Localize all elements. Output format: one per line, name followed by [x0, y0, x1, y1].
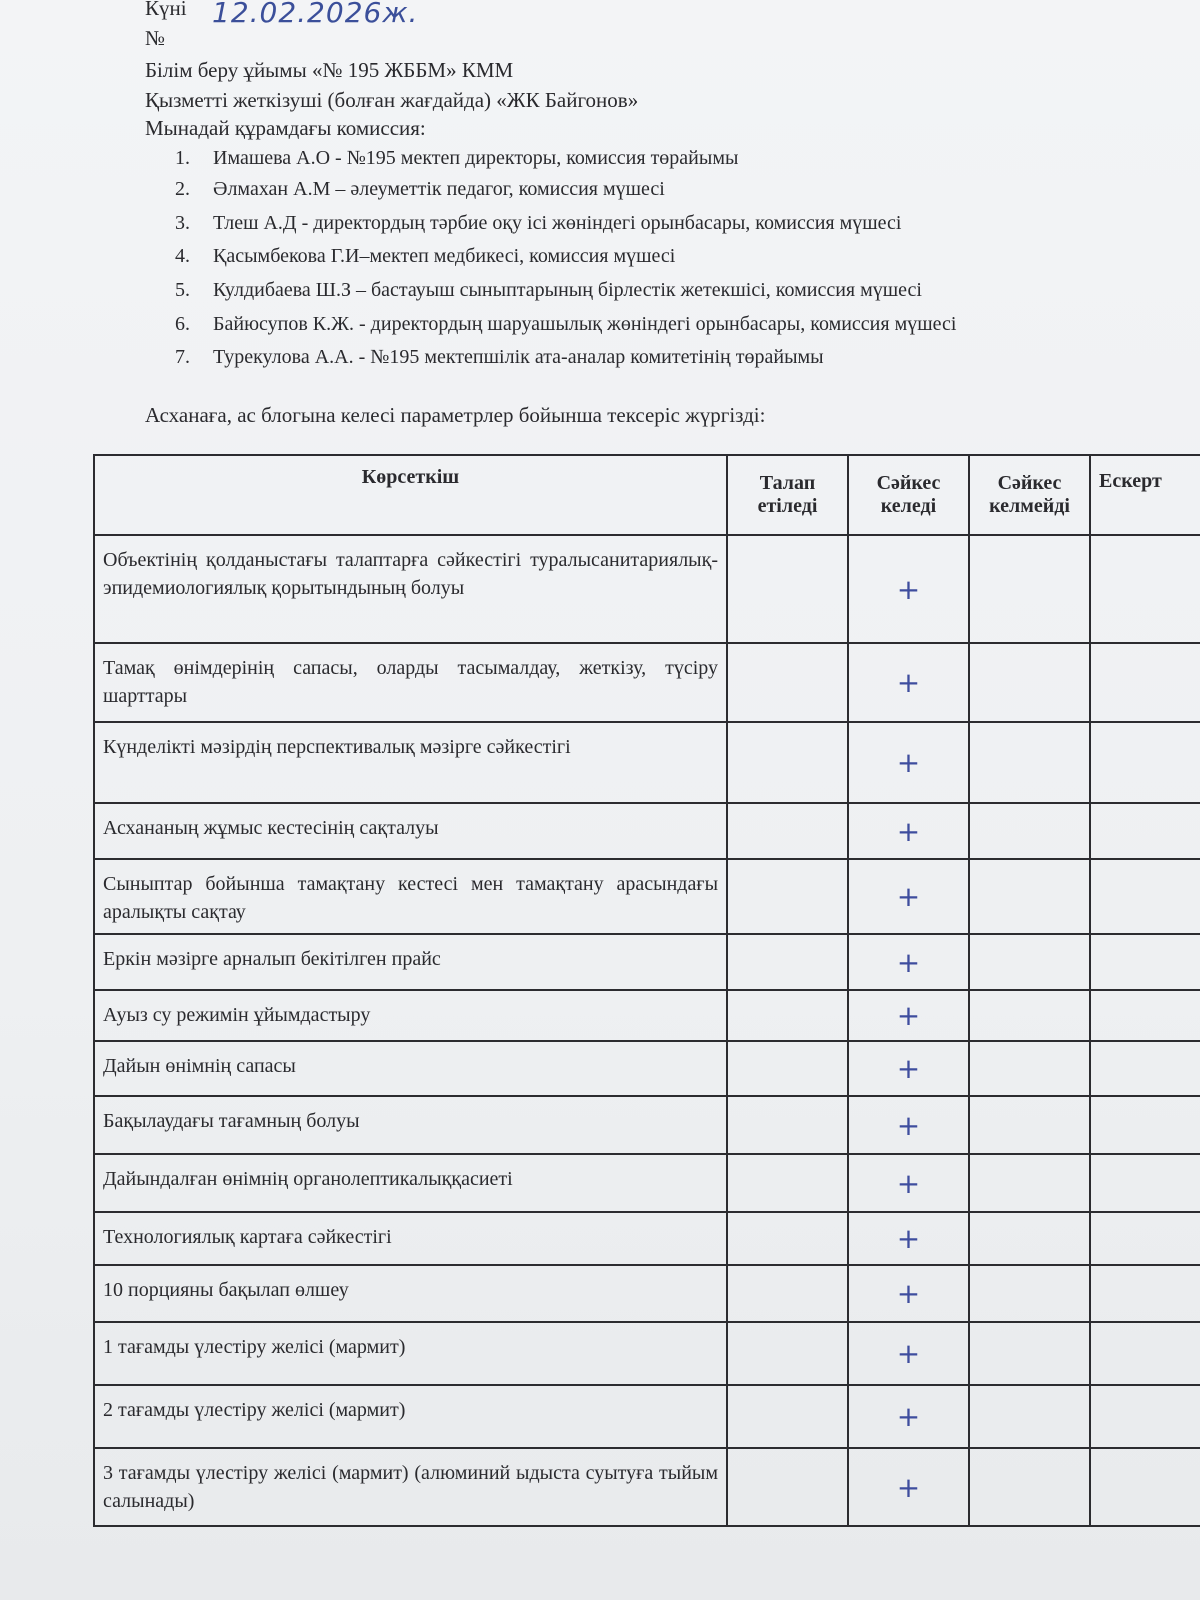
table-row	[94, 803, 1200, 859]
indicator-cell: Асхананың жұмыс кестесінің сақталуы	[94, 803, 727, 859]
note-cell	[1090, 722, 1200, 803]
required-cell	[727, 803, 848, 859]
note-cell	[1090, 1265, 1200, 1322]
organization-line: Білім беру ұйымы «№ 195 ЖББМ» КММ	[145, 58, 514, 82]
compliant-mark: +	[848, 1212, 969, 1265]
table-row	[94, 535, 1200, 643]
header-required: Талап етіледі	[727, 455, 848, 535]
commission-member: 2. Әлмахан А.М – әлеуметтік педагог, комиссия мүшесі	[175, 178, 665, 200]
table-row	[94, 722, 1200, 803]
required-cell	[727, 722, 848, 803]
indicator-cell: Дайындалған өнімнің органолептикалыққасиеті	[94, 1154, 727, 1212]
note-cell	[1090, 535, 1200, 643]
compliant-mark: +	[848, 1385, 969, 1448]
compliant-mark: +	[848, 643, 969, 722]
table-row	[94, 859, 1200, 934]
compliant-mark: +	[848, 1096, 969, 1154]
noncompliant-cell	[969, 990, 1090, 1041]
noncompliant-cell	[969, 1096, 1090, 1154]
required-cell	[727, 990, 848, 1041]
noncompliant-cell	[969, 643, 1090, 722]
noncompliant-cell	[969, 535, 1090, 643]
noncompliant-cell	[969, 1154, 1090, 1212]
required-cell	[727, 934, 848, 990]
compliant-mark: +	[848, 722, 969, 803]
table-row	[94, 1448, 1200, 1526]
required-cell	[727, 1385, 848, 1448]
table-header-row	[94, 455, 1200, 535]
indicator-cell: Дайын өнімнің сапасы	[94, 1041, 727, 1096]
note-cell	[1090, 1322, 1200, 1385]
header-compliant: Сәйкес келеді	[848, 455, 969, 535]
noncompliant-cell	[969, 722, 1090, 803]
compliant-mark: +	[848, 859, 969, 934]
commission-intro: Мынадай құрамдағы комиссия:	[145, 116, 426, 140]
indicator-cell: Тамақ өнімдерінің сапасы, оларды тасымалдау, жеткізу, түсіру шарттары	[94, 643, 727, 722]
noncompliant-cell	[969, 1265, 1090, 1322]
table-row	[94, 1096, 1200, 1154]
required-cell	[727, 1096, 848, 1154]
indicator-cell: Технологиялық картаға сәйкестігі	[94, 1212, 727, 1265]
compliant-mark: +	[848, 1322, 969, 1385]
indicator-cell: 1 тағамды үлестіру желісі (мармит)	[94, 1322, 727, 1385]
indicator-cell: Ауыз су режимін ұйымдастыру	[94, 990, 727, 1041]
note-cell	[1090, 1096, 1200, 1154]
inspection-intro: Асханаға, ас блогына келесі параметрлер бойынша тексеріс жүргізді:	[145, 403, 766, 427]
table-row	[94, 1154, 1200, 1212]
note-cell	[1090, 643, 1200, 722]
number-label: №	[145, 26, 166, 50]
required-cell	[727, 1154, 848, 1212]
header-noncompliant: Сәйкес келмейді	[969, 455, 1090, 535]
noncompliant-cell	[969, 803, 1090, 859]
indicator-cell: Бақылаудағы тағамның болуы	[94, 1096, 727, 1154]
note-cell	[1090, 1212, 1200, 1265]
note-cell	[1090, 990, 1200, 1041]
compliant-mark: +	[848, 1448, 969, 1526]
table-row	[94, 1322, 1200, 1385]
required-cell	[727, 643, 848, 722]
required-cell	[727, 1322, 848, 1385]
table-row	[94, 1041, 1200, 1096]
compliant-mark: +	[848, 1041, 969, 1096]
noncompliant-cell	[969, 934, 1090, 990]
note-cell	[1090, 934, 1200, 990]
commission-member: 3. Тлеш А.Д - директордың тәрбие оқу ісі жөніндегі орынбасары, комиссия мүшесі	[175, 212, 902, 234]
noncompliant-cell	[969, 1448, 1090, 1526]
note-cell	[1090, 859, 1200, 934]
indicator-cell: 2 тағамды үлестіру желісі (мармит)	[94, 1385, 727, 1448]
handwritten-date: 12.02.2026ж.	[212, 0, 419, 29]
table-row	[94, 1212, 1200, 1265]
commission-member: 6. Байюсупов К.Ж. - директордың шаруашылық жөніндегі орынбасары, комиссия мүшесі	[175, 313, 957, 335]
note-cell	[1090, 1385, 1200, 1448]
indicator-cell: 10 порцияны бақылап өлшеу	[94, 1265, 727, 1322]
header-indicator: Көрсеткіш	[94, 455, 727, 535]
indicator-cell: Еркін мәзірге арналып бекітілген прайс	[94, 934, 727, 990]
commission-member: 5. Кулдибаева Ш.З – бастауыш сыныптарының бірлестік жетекшісі, комиссия мүшесі	[175, 279, 922, 301]
header-note: Ескерт	[1090, 455, 1200, 535]
table-row	[94, 643, 1200, 722]
note-cell	[1090, 1041, 1200, 1096]
noncompliant-cell	[969, 1212, 1090, 1265]
required-cell	[727, 1265, 848, 1322]
compliant-mark: +	[848, 803, 969, 859]
compliant-mark: +	[848, 1154, 969, 1212]
required-cell	[727, 859, 848, 934]
noncompliant-cell	[969, 1322, 1090, 1385]
compliant-mark: +	[848, 934, 969, 990]
note-cell	[1090, 803, 1200, 859]
noncompliant-cell	[969, 859, 1090, 934]
compliant-mark: +	[848, 990, 969, 1041]
required-cell	[727, 535, 848, 643]
indicator-cell: Сыныптар бойынша тамақтану кестесі мен тамақтану арасындағы аралықты сақтау	[94, 859, 727, 934]
required-cell	[727, 1041, 848, 1096]
table-row	[94, 1385, 1200, 1448]
commission-member: 7. Турекулова А.А. - №195 мектепшілік ата-аналар комитетінің төрайымы	[175, 346, 824, 368]
indicator-cell: 3 тағамды үлестіру желісі (мармит) (алюминий ыдыста суытуға тыйым салынады)	[94, 1448, 727, 1526]
commission-member: 1. Имашева А.О - №195 мектеп директоры, комиссия төрайымы	[175, 147, 739, 169]
table-row	[94, 1265, 1200, 1322]
inspection-table	[93, 454, 1200, 1527]
compliant-mark: +	[848, 1265, 969, 1322]
table-row	[94, 934, 1200, 990]
commission-member: 4. Қасымбекова Г.И–мектеп медбикесі, комиссия мүшесі	[175, 245, 676, 267]
supplier-line: Қызметті жеткізуші (болған жағдайда) «ЖК Байгонов»	[145, 88, 639, 112]
noncompliant-cell	[969, 1041, 1090, 1096]
indicator-cell: Күнделікті мәзірдің перспективалық мәзірге сәйкестігі	[94, 722, 727, 803]
noncompliant-cell	[969, 1385, 1090, 1448]
compliant-mark: +	[848, 535, 969, 643]
note-cell	[1090, 1154, 1200, 1212]
indicator-cell: Объектінің қолданыстағы талаптарға сәйкестігі туралысанитариялық-эпидемиологиялық қорытындының болуы	[94, 535, 727, 643]
table-row	[94, 990, 1200, 1041]
required-cell	[727, 1212, 848, 1265]
required-cell	[727, 1448, 848, 1526]
note-cell	[1090, 1448, 1200, 1526]
date-label: Күні	[145, 0, 187, 20]
